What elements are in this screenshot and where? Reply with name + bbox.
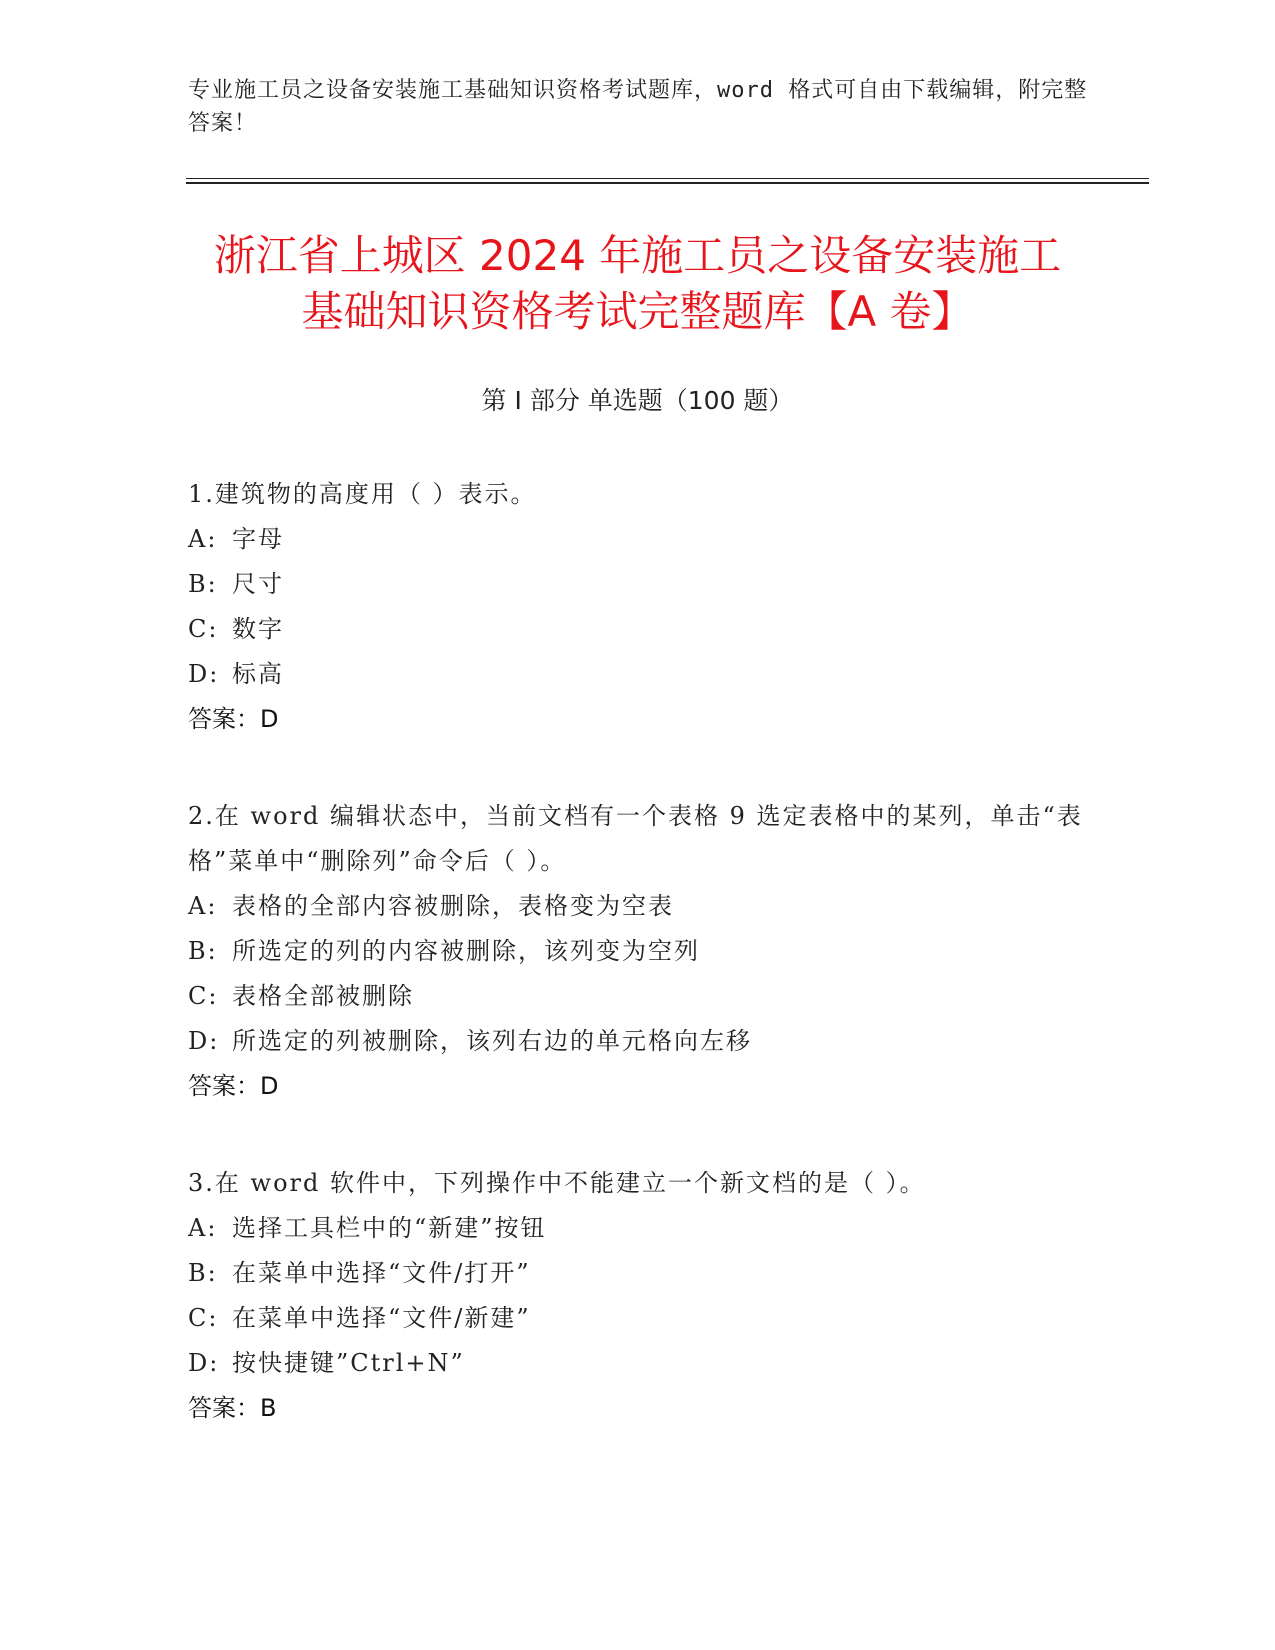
- question-option-d: [188, 1019, 1088, 1064]
- question-2: [188, 794, 1088, 1109]
- option-letter: D:: [188, 1027, 220, 1055]
- header-divider-thick: [186, 182, 1149, 184]
- option-text: 尺寸: [232, 570, 284, 598]
- option-letter: D:: [188, 1349, 220, 1377]
- header-note: 专业施工员之设备安装施工基础知识资格考试题库，word 格式可自由下载编辑，附完整答案！: [188, 78, 1088, 136]
- question-1: [188, 472, 1088, 742]
- question-stem: 3.在 word 软件中，下列操作中不能建立一个新文档的是（ ）。: [188, 1169, 926, 1197]
- option-letter: A:: [188, 1214, 218, 1242]
- option-text: 表格的全部内容被删除，表格变为空表: [232, 892, 674, 920]
- question-option-d: [188, 652, 1088, 697]
- document-title: [100, 228, 1175, 340]
- question-option-a: [188, 517, 1088, 562]
- question-option-b: [188, 1251, 1088, 1296]
- document-title-line-2: 基础知识资格考试完整题库【A 卷】: [301, 287, 974, 336]
- option-letter: C:: [188, 982, 219, 1010]
- question-answer: 答案：D: [188, 1072, 279, 1100]
- question-3: [188, 1161, 1088, 1431]
- option-text: 标高: [232, 660, 284, 688]
- question-option-b: [188, 929, 1088, 974]
- question-answer: 答案：D: [188, 705, 279, 733]
- option-text: 字母: [232, 525, 284, 553]
- option-letter: C:: [188, 1304, 219, 1332]
- option-text: 数字: [232, 615, 284, 643]
- question-stem: 2.在 word 编辑状态中，当前文档有一个表格 9 选定表格中的某列，单击“表格”菜单中“删除列”命令后（ ）。: [188, 802, 1083, 875]
- option-text: 表格全部被删除: [232, 982, 414, 1010]
- section-title: 第 I 部分 单选题（100 题）: [481, 386, 794, 415]
- option-text: 所选定的列被删除，该列右边的单元格向左移: [232, 1027, 752, 1055]
- option-text: 按快捷键”Ctrl+N”: [232, 1349, 465, 1377]
- header-divider-thin: [186, 178, 1149, 179]
- question-option-c: [188, 607, 1088, 652]
- option-letter: B:: [188, 937, 218, 965]
- option-letter: A:: [188, 525, 218, 553]
- question-option-c: [188, 1296, 1088, 1341]
- question-option-a: [188, 884, 1088, 929]
- question-list: [188, 472, 1088, 1483]
- question-option-c: [188, 974, 1088, 1019]
- question-answer: 答案：B: [188, 1394, 277, 1422]
- option-letter: D:: [188, 660, 220, 688]
- question-option-d: [188, 1341, 1088, 1386]
- option-text: 所选定的列的内容被删除，该列变为空列: [232, 937, 700, 965]
- question-option-a: [188, 1206, 1088, 1251]
- option-text: 在菜单中选择“文件/新建”: [232, 1304, 531, 1332]
- option-letter: C:: [188, 615, 219, 643]
- question-stem: 1.建筑物的高度用（ ）表示。: [188, 480, 537, 508]
- question-option-b: [188, 562, 1088, 607]
- document-title-line-1: 浙江省上城区 2024 年施工员之设备安装施工: [213, 231, 1062, 280]
- option-letter: B:: [188, 1259, 218, 1287]
- option-text: 选择工具栏中的“新建”按钮: [232, 1214, 547, 1242]
- option-letter: A:: [188, 892, 218, 920]
- option-letter: B:: [188, 570, 218, 598]
- option-text: 在菜单中选择“文件/打开”: [232, 1259, 531, 1287]
